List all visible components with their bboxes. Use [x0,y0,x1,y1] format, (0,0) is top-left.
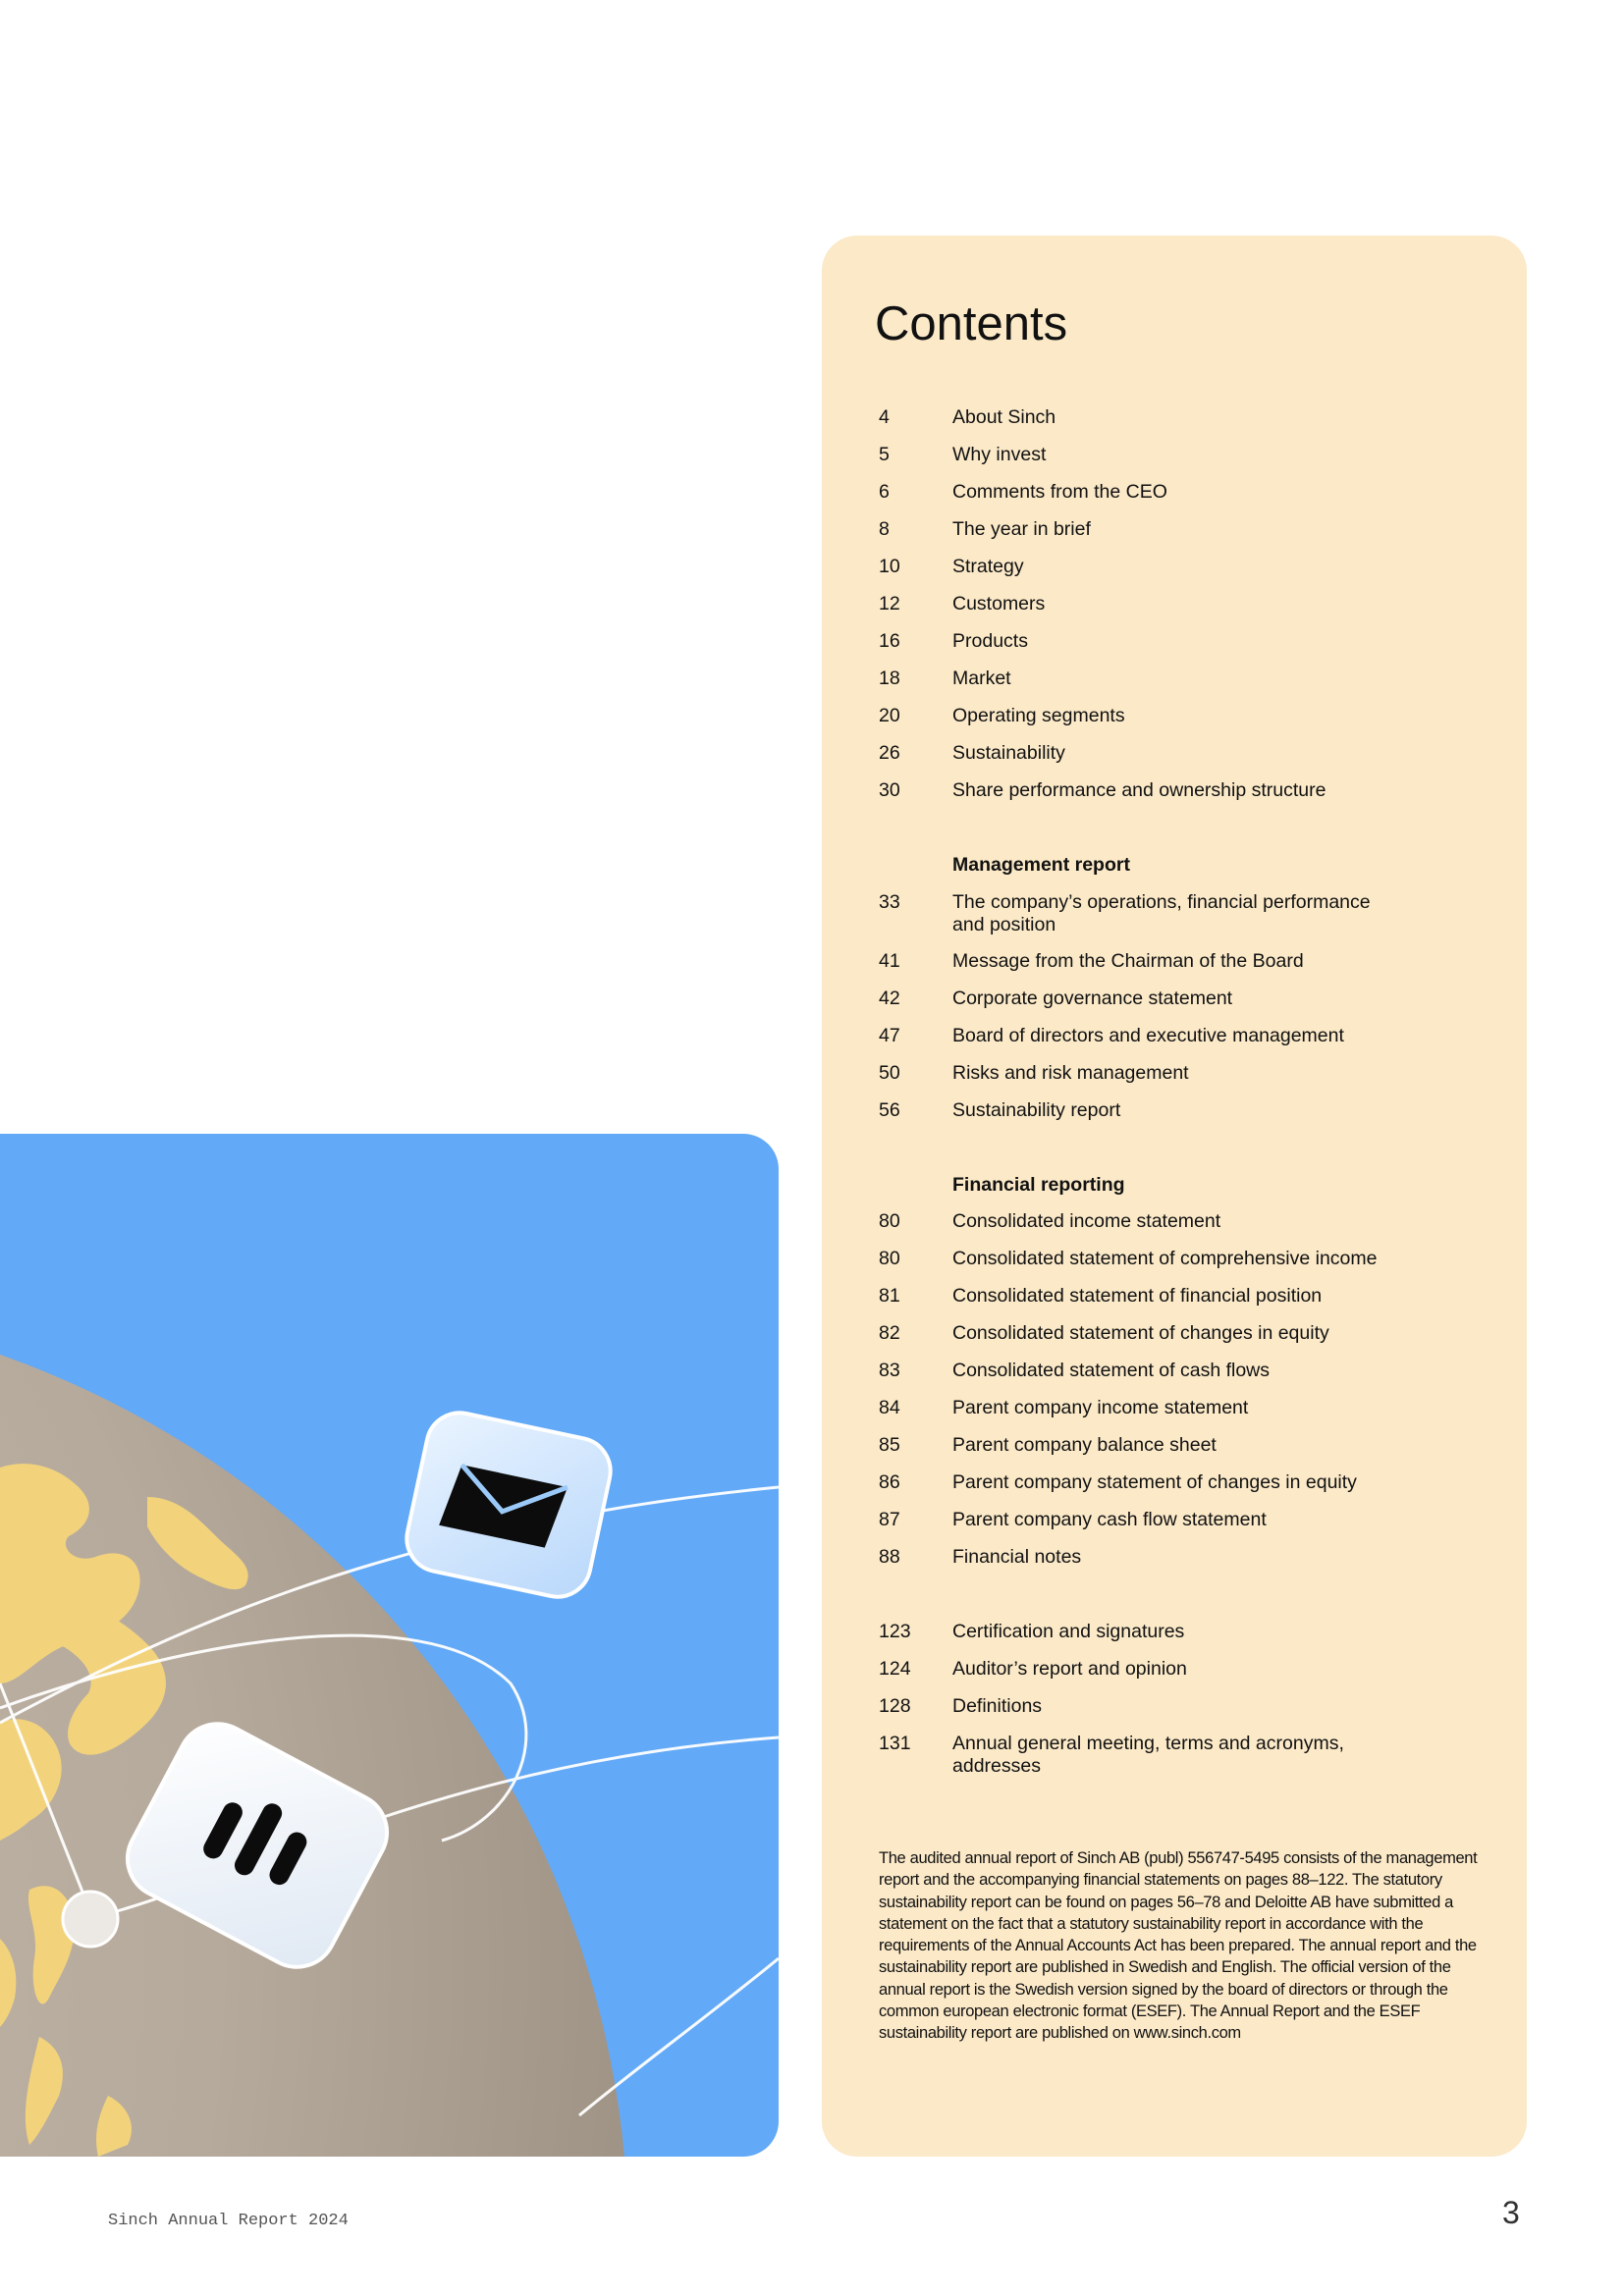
toc-label: Sustainability report [952,1099,1121,1121]
toc-page: 4 [879,406,890,428]
toc-label: Strategy [952,556,1024,577]
toc-label: Comments from the CEO [952,481,1167,503]
toc-page: 16 [879,630,900,652]
toc-label: The year in brief [952,518,1091,540]
toc-page: 41 [879,950,900,972]
toc-page: 87 [879,1509,900,1530]
toc-page: 5 [879,444,890,465]
toc-page: 6 [879,481,890,503]
toc-label: Financial notes [952,1546,1082,1568]
toc-label: Consolidated statement of changes in equity [952,1322,1329,1344]
toc-label: Operating segments [952,705,1125,726]
toc-page: 128 [879,1695,911,1717]
toc-page: 85 [879,1434,900,1456]
toc-page: 86 [879,1471,900,1493]
contents-title: Contents [875,297,1068,350]
toc-label: Annual general meeting, terms and acronyms, addresses [952,1733,1344,1777]
toc-label: Customers [952,593,1046,614]
toc-page: 10 [879,556,900,577]
toc-label: About Sinch [952,406,1056,428]
toc-page: 26 [879,742,900,764]
toc-page: 84 [879,1397,900,1418]
toc-label: Message from the Chairman of the Board [952,950,1304,972]
toc-page: 47 [879,1025,900,1046]
globe-illustration [0,1134,779,2157]
footer-publication: Sinch Annual Report 2024 [108,2212,349,2230]
financial-reporting-heading: Financial reporting [952,1174,1125,1196]
toc-page: 123 [879,1621,911,1642]
toc-page: 42 [879,988,900,1009]
toc-label: Consolidated statement of financial position [952,1285,1323,1307]
toc-label: Market [952,667,1011,689]
toc-label: Products [952,630,1028,652]
toc-page: 56 [879,1099,900,1121]
toc-label: Sustainability [952,742,1065,764]
toc-page: 81 [879,1285,900,1307]
toc-page: 88 [879,1546,900,1568]
toc-page: 30 [879,779,900,801]
toc-label: Consolidated statement of comprehensive income [952,1248,1378,1269]
toc-label: Why invest [952,444,1047,465]
toc-label: Certification and signatures [952,1621,1185,1642]
toc-label: Definitions [952,1695,1043,1717]
management-report-heading: Management report [952,854,1130,876]
globe-scene [0,1134,779,2157]
envelope-tile [401,1407,617,1603]
toc-label: Consolidated statement of cash flows [952,1360,1271,1381]
toc-page: 18 [879,667,900,689]
toc-page: 33 [879,891,900,913]
annual-report-notice: The audited annual report of Sinch AB (publ) 556747-5495 consists of the management report and the accompanying financial statements on pages 88–122. The statutory sustainability report can be found on pages 56–78 and Deloitte AB have submitted a statement on the fact that a statutory sustainability report in accordance with the requirements of the Annual Accounts Act has been prepared. The annual report and the sustainability report are published in Swedish and English. The official version of the annual report is the Swedish version signed by the board of directors or through the common european electronic format (ESEF). The Annual Report and the ESEF sustainability report are published on www.sinch.com [879,1849,1478,2043]
toc-label: Parent company income statement [952,1397,1249,1418]
toc-page: 82 [879,1322,900,1344]
toc-page: 50 [879,1062,900,1084]
page-number: 3 [1502,2195,1520,2230]
toc-label: Parent company balance sheet [952,1434,1217,1456]
contents-panel [822,236,1527,2157]
toc-label: Corporate governance statement [952,988,1233,1009]
toc-page: 8 [879,518,890,540]
toc-label: The company’s operations, financial performance and position [952,891,1371,935]
toc-page: 83 [879,1360,900,1381]
toc-label: Share performance and ownership structure [952,779,1326,801]
toc-page: 80 [879,1210,900,1232]
toc-page: 124 [879,1658,911,1680]
toc-page: 12 [879,593,900,614]
toc-label: Consolidated income statement [952,1210,1221,1232]
toc-label: Parent company cash flow statement [952,1509,1267,1530]
toc-page: 131 [879,1733,911,1754]
toc-label: Risks and risk management [952,1062,1189,1084]
node-dot [63,1892,118,1947]
toc-label: Auditor’s report and opinion [952,1658,1187,1680]
toc-page: 80 [879,1248,900,1269]
toc-label: Parent company statement of changes in equity [952,1471,1357,1493]
toc-page: 20 [879,705,900,726]
toc-label: Board of directors and executive management [952,1025,1344,1046]
